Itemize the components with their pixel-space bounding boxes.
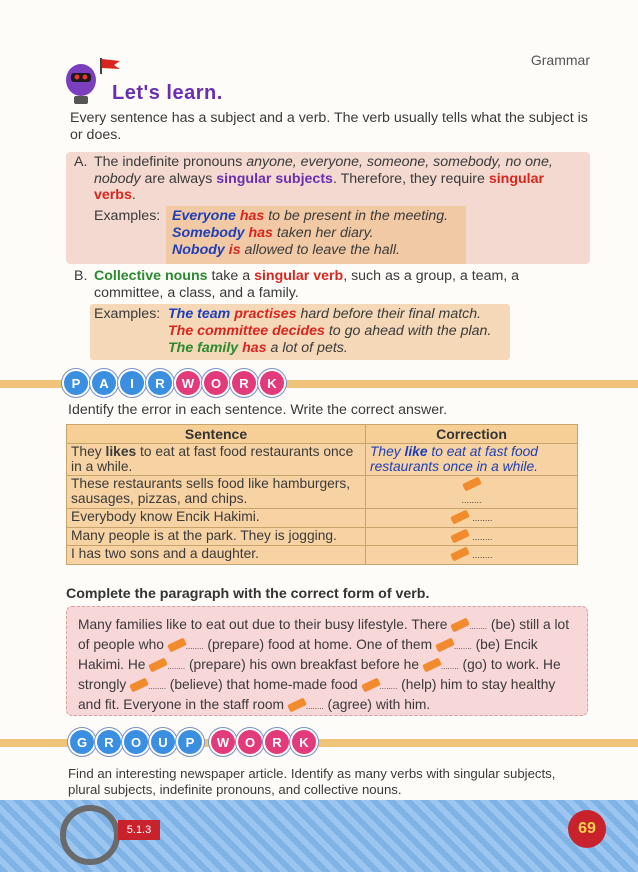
paragraph-text: (prepare) his own breakfast before he [188,657,420,672]
example-verb: decides [272,323,325,339]
table-header-sentence: Sentence [67,425,366,444]
rule-a-marker: A. [74,154,88,170]
example-subject: The family [168,340,239,356]
rule-b-singular-verb: singular verb [254,268,344,284]
example-subject: The committee [168,323,269,339]
pairwork-letter: A [92,371,116,395]
groupwork-title [70,730,316,754]
table-row [67,444,578,476]
rule-b-marker: B. [74,268,88,284]
pencil-icon [450,510,470,525]
paragraph-text: Many families like to eat out due to their busy lifestyle. There [78,617,448,632]
example-rest: taken her diary. [272,225,374,241]
table-cell-correction[interactable] [366,509,578,528]
example-subject: Everyone [172,208,236,224]
rule-b-example-1 [168,306,481,323]
answer-blank[interactable]: ........ [167,662,186,671]
answer-blank: ........ [472,531,493,542]
pairwork-title [64,371,284,395]
example-verb: is [228,242,241,258]
answer-blank[interactable]: ........ [453,642,472,651]
example-verb: has [248,225,273,241]
rule-a-text [94,154,586,204]
answer-blank: ........ [472,550,493,560]
answer-blank[interactable]: ........ [305,702,324,711]
sentence-pre: They [71,444,106,459]
section-header: Grammar [530,52,590,68]
answer-blank[interactable]: ........ [148,682,166,691]
correction-fix: like [404,444,428,459]
pairwork-instruction: Identify the error in each sentence. Write the correct answer. [68,402,448,418]
pencil-icon [450,528,470,543]
rule-a-singular-subjects: singular subjects [216,170,333,187]
table-cell-correction [366,444,578,476]
pencil-icon [148,658,168,673]
rule-b-t2: , such as a group, a team, a committee, a class, and a family. [94,268,520,301]
intro-text: Every sentence has a subject and a verb. The verb usually tells what the subject is or does. [70,110,588,143]
complete-heading: Complete the paragraph with the correct form of verb. [66,586,430,602]
example-verb: practises [234,306,297,322]
page-number: 69 [568,810,606,848]
paragraph-text: (go) to work. He strongly [78,657,561,692]
pencil-icon [450,547,470,562]
example-rest: a lot of pets. [266,340,348,356]
table-row [67,527,578,546]
pencil-icon [435,638,455,653]
groupwork-letter: W [211,730,235,754]
pencil-icon [361,678,381,693]
rule-a-example-1 [172,208,448,225]
rule-b-t1: take a [207,268,255,284]
answer-blank: ........ [472,513,493,523]
table-cell-sentence: I has two sons and a daughter. [67,546,366,565]
example-subject: Somebody [172,225,245,241]
paragraph-text: (prepare) food at home. One of them [207,637,433,652]
table-cell-sentence: These restaurants sells food like hamburgers, sausages, pizzas, and chips. [67,476,366,509]
pairwork-letter: R [148,371,172,395]
table-cell-correction[interactable] [366,476,578,509]
rule-b-example-2 [168,323,491,340]
answer-blank[interactable]: ........ [440,662,459,671]
rule-b-collective-nouns: Collective nouns [94,268,208,284]
groupwork-letter: O [124,730,148,754]
gear-icon [60,805,120,865]
table-row [67,476,578,509]
example-rest: hard before their final match. [296,306,482,322]
answer-blank[interactable]: ........ [469,622,488,631]
rule-a-t4: . [131,187,136,203]
sentence-error: likes [105,444,137,459]
groupwork-instruction: Find an interesting newspaper article. Identify as many verbs with singular subjects, plural subjects, indefinite pronouns, and collective nouns. [68,766,556,797]
example-rest: to be present in the meeting. [264,208,449,224]
pairwork-letter: O [204,371,228,395]
groupwork-letter: K [292,730,316,754]
pencil-icon [287,698,307,713]
learning-standard-code: 5.1.3 [118,820,160,840]
rule-a-pronouns: anyone, everyone, someone, somebody, no one, nobody [94,154,553,187]
paragraph-text: (believe) that home-made food [169,677,358,692]
pairwork-letter: R [232,371,256,395]
paragraph-text: (help) him to stay healthy and fit. Everyone in the staff room [78,677,556,712]
flag-icon [100,58,122,74]
rule-a-singular-verbs: singular verbs [94,170,545,203]
answer-blank[interactable]: ........ [379,682,398,691]
rule-b-examples-label: Examples: [94,306,161,322]
answer-blank[interactable]: ........ [185,642,204,651]
sentence-post: to eat at fast food restaurants once in a while. [71,444,354,474]
table-cell-correction[interactable] [366,527,578,546]
rule-b-example-3 [168,340,348,357]
pairwork-letter: P [64,371,88,395]
rule-a-examples-label: Examples: [94,208,161,224]
table-row [67,509,578,528]
groupwork-letter: P [178,730,202,754]
correction-post: to eat at fast food restaurants once in a while. [370,444,538,474]
lets-learn-title: Let's learn. [112,82,223,104]
pencil-icon [167,638,187,653]
rule-b-text [94,268,564,301]
example-subject: The team [168,306,231,322]
rule-a-t1: The indefinite pronouns [94,154,247,170]
answer-blank: ........ [461,494,482,505]
groupwork-letter: G [70,730,94,754]
robot-mascot-icon [62,60,100,108]
pairwork-letter: K [260,371,284,395]
groupwork-letter: U [151,730,175,754]
rule-a-example-3 [172,242,400,259]
groupwork-letter: R [265,730,289,754]
table-row [67,546,578,565]
error-correction-table [66,424,578,565]
table-cell-sentence: Everybody know Encik Hakimi. [67,509,366,528]
rule-a-t3: . Therefore, they require [332,170,489,187]
rule-a-example-2 [172,225,374,242]
table-header-correction: Correction [366,425,578,444]
table-cell-sentence [67,444,366,476]
example-verb: has [239,208,265,224]
example-subject: Nobody [172,242,225,258]
example-verb: has [242,340,267,356]
table-cell-correction[interactable] [366,546,578,565]
pairwork-letter: I [120,371,144,395]
paragraph-text: (be) still a lot of people who [78,617,570,652]
rule-a-t2: are always [140,170,217,187]
paragraph-text: (agree) with him. [327,697,431,712]
groupwork-letter: R [97,730,121,754]
groupwork-letter: O [238,730,262,754]
pencil-icon [450,618,470,633]
example-rest: allowed to leave the hall. [240,242,400,258]
complete-paragraph [78,616,578,716]
pencil-icon [462,477,482,492]
table-cell-sentence: Many people is at the park. They is jogging. [67,527,366,546]
pairwork-letter: W [176,371,200,395]
pencil-icon [129,678,149,693]
correction-pre: They [370,444,405,459]
example-rest: to go ahead with the plan. [324,323,492,339]
paragraph-text: (be) Encik Hakimi. He [78,637,538,672]
pencil-icon [422,658,442,673]
